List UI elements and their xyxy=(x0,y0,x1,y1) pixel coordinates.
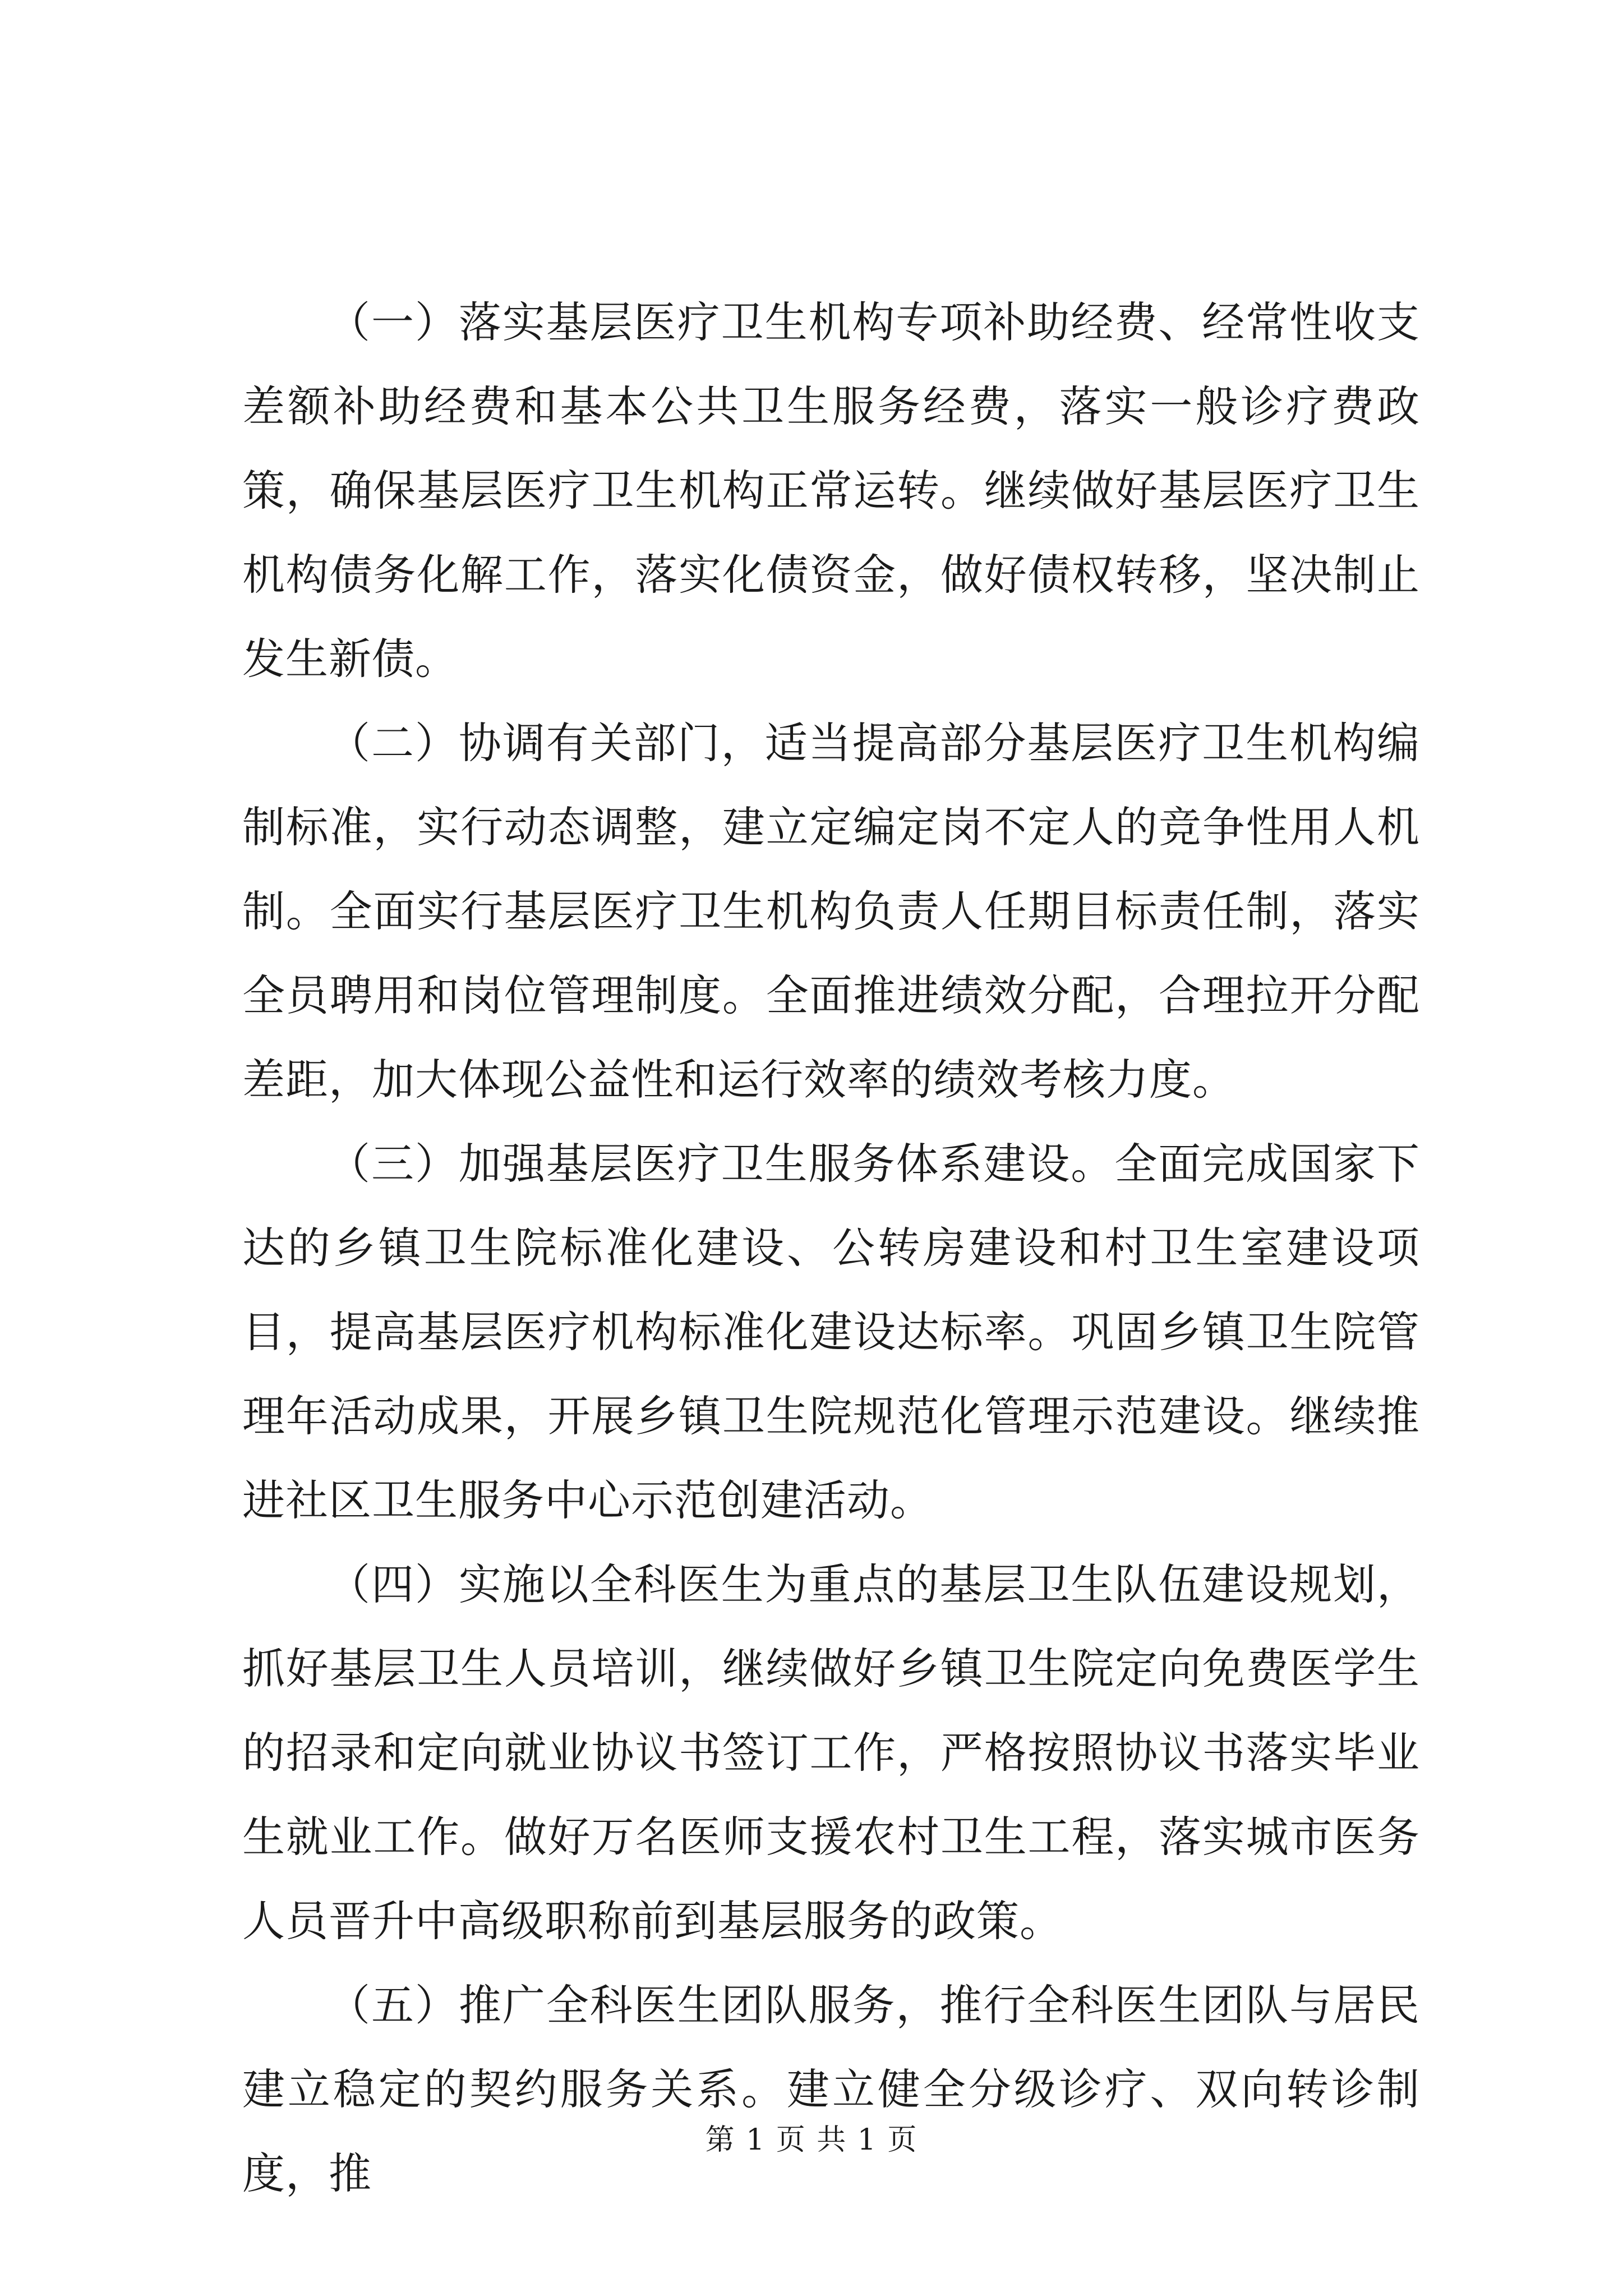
paragraph-2: （二）协调有关部门，适当提高部分基层医疗卫生机构编制标准，实行动态调整，建立定编定岗不定人的竞争性用人机制。全面实行基层医疗卫生机构负责人任期目标责任制，落实全员聘用和岗位管理制度。全面推进绩效分配，合理拉开分配差距，加大体现公益性和运行效率的绩效考核力度。 xyxy=(242,718,1420,1105)
paragraph-3: （三）加强基层医疗卫生服务体系建设。全面完成国家下达的乡镇卫生院标准化建设、公转房建设和村卫生室建设项目，提高基层医疗机构标准化建设达标率。巩固乡镇卫生院管理年活动成果，开展乡镇卫生院规范化管理示范建设。继续推进社区卫生服务中心示范创建活动。 xyxy=(242,1139,1420,1525)
document-body xyxy=(242,280,1420,2216)
paragraph-5: （五）推广全科医生团队服务，推行全科医生团队与居民建立稳定的契约服务关系。建立健全分级诊疗、双向转诊制度，推 xyxy=(242,1980,1420,2198)
paragraph-4: （四）实施以全科医生为重点的基层卫生队伍建设规划，抓好基层卫生人员培训，继续做好乡镇卫生院定向免费医学生的招录和定向就业协议书签订工作，严格按照协议书落实毕业生就业工作。做好万名医师支援农村卫生工程，落实城市医务人员晋升中高级职称前到基层服务的政策。 xyxy=(242,1559,1420,1946)
paragraph-1: （一）落实基层医疗卫生机构专项补助经费、经常性收支差额补助经费和基本公共卫生服务经费，落实一般诊疗费政策，确保基层医疗卫生机构正常运转。继续做好基层医疗卫生机构债务化解工作，落实化债资金，做好债权转移，坚决制止发生新债。 xyxy=(242,297,1420,684)
page-footer: 第 1 页 共 1 页 xyxy=(705,2123,918,2157)
